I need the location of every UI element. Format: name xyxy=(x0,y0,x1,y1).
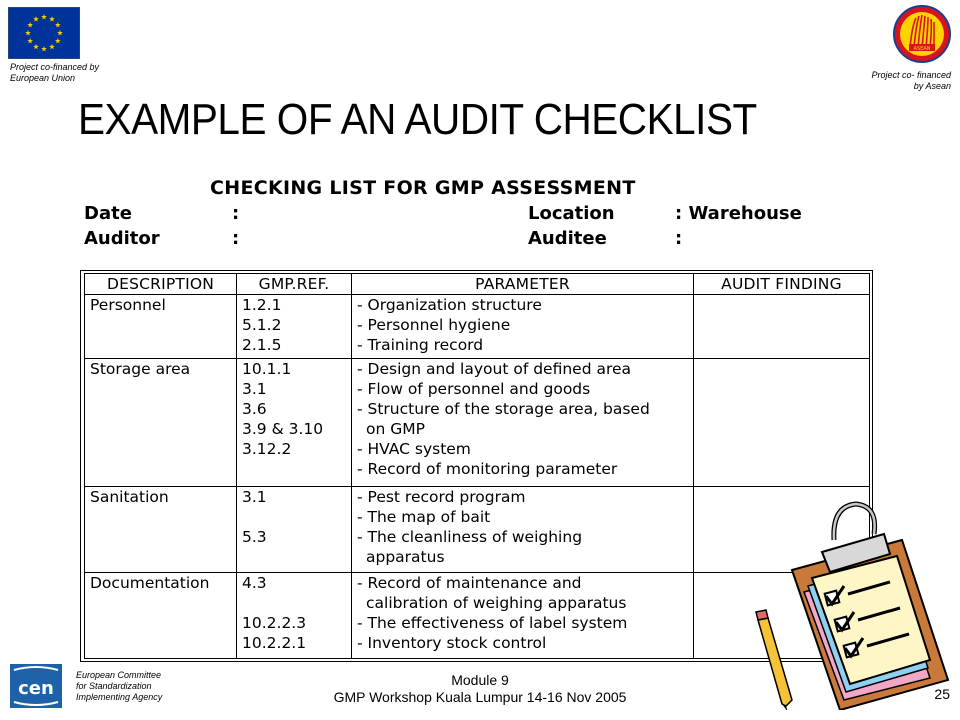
parameter-text: - Inventory stock control xyxy=(357,634,547,652)
parameter-text: - Training record xyxy=(357,336,484,354)
cen-logo xyxy=(10,664,62,708)
parameter-cell xyxy=(352,359,694,487)
parameter-cell xyxy=(352,487,694,573)
page-number: 25 xyxy=(934,686,950,702)
table-header-row xyxy=(85,274,870,295)
auditee-colon: : xyxy=(675,228,683,249)
header-gmp-ref: GMP.REF. xyxy=(237,274,352,295)
parameter-text: on GMP xyxy=(366,420,425,438)
gmp-ref-cell xyxy=(237,573,352,659)
parameter-text: - Flow of personnel and goods xyxy=(357,380,591,398)
checklist-heading: CHECKING LIST FOR GMP ASSESSMENT xyxy=(210,177,636,199)
description-cell xyxy=(85,359,237,487)
parameter-text: - HVAC system xyxy=(357,440,471,458)
parameter-text: calibration of weighing apparatus xyxy=(366,594,627,612)
asean-logo xyxy=(892,4,952,64)
eu-caption-line: Project co-financed by xyxy=(10,62,100,72)
gmp-ref-text: 3.1 xyxy=(242,488,267,506)
gmp-ref-text: 3.12.2 xyxy=(242,440,292,458)
location-label: Location xyxy=(528,203,615,224)
parameter-text: - Structure of the storage area, based xyxy=(357,400,650,418)
eu-flag-logo xyxy=(8,7,80,59)
parameter-text: - Design and layout of defined area xyxy=(357,360,632,378)
slide-title: EXAMPLE OF AN AUDIT CHECKLIST xyxy=(78,95,757,144)
gmp-ref-cell xyxy=(237,487,352,573)
gmp-ref-cell xyxy=(237,295,352,359)
header-description: DESCRIPTION xyxy=(85,274,237,295)
cen-logo-text: cen xyxy=(18,678,54,699)
parameter-text: - The effectiveness of label system xyxy=(357,614,628,632)
gmp-ref-text: 1.2.1 xyxy=(242,296,282,314)
gmp-ref-text: 3.1 xyxy=(242,380,267,398)
parameter-text: - The map of bait xyxy=(357,508,491,526)
description-cell xyxy=(85,487,237,573)
table-row xyxy=(85,295,870,359)
gmp-ref-text: 10.2.2.3 xyxy=(242,614,307,632)
gmp-ref-text: 10.2.2.1 xyxy=(242,634,307,652)
parameter-text: apparatus xyxy=(366,548,445,566)
eu-caption xyxy=(10,62,160,84)
asean-caption xyxy=(811,70,951,92)
parameter-text: - Personnel hygiene xyxy=(357,316,511,334)
gmp-ref-text: 3.9 & 3.10 xyxy=(242,420,324,438)
parameter-text: - Organization structure xyxy=(357,296,542,314)
gmp-ref-text xyxy=(242,593,346,613)
gmp-ref-text: 5.1.2 xyxy=(242,316,282,334)
date-label: Date xyxy=(84,203,132,224)
asean-logo-text: ASEAN xyxy=(913,46,931,52)
parameter-text: - The cleanliness of weighing xyxy=(357,528,583,546)
description-text: Personnel xyxy=(90,296,166,314)
parameter-text: - Record of monitoring parameter xyxy=(357,460,618,478)
footer-workshop: GMP Workshop Kuala Lumpur 14-16 Nov 2005 xyxy=(333,689,627,705)
cen-caption xyxy=(76,670,216,703)
description-cell xyxy=(85,573,237,659)
gmp-ref-cell xyxy=(237,359,352,487)
gmp-ref-text: 3.6 xyxy=(242,400,267,418)
audit-finding-cell[interactable] xyxy=(694,359,870,487)
header-parameter: PARAMETER xyxy=(352,274,694,295)
auditor-label: Auditor xyxy=(84,228,160,249)
asean-caption-line: Project co- financed xyxy=(871,70,951,80)
description-cell xyxy=(85,295,237,359)
parameter-text: - Pest record program xyxy=(357,488,526,506)
cen-caption-line: Implementing Agency xyxy=(76,692,163,702)
gmp-ref-text: 10.1.1 xyxy=(242,360,292,378)
location-value: : Warehouse xyxy=(675,203,802,224)
cen-caption-line: European Committee xyxy=(76,670,162,680)
table-row xyxy=(85,359,870,487)
gmp-ref-text: 2.1.5 xyxy=(242,336,282,354)
description-text: Storage area xyxy=(90,360,191,378)
audit-finding-cell[interactable] xyxy=(694,295,870,359)
parameter-cell xyxy=(352,295,694,359)
date-colon: : xyxy=(232,203,240,224)
asean-caption-line: by Asean xyxy=(913,81,951,91)
gmp-ref-text: 5.3 xyxy=(242,528,267,546)
auditee-label: Auditee xyxy=(528,228,607,249)
parameter-text: - Record of maintenance and xyxy=(357,574,582,592)
cen-caption-line: for Standardization xyxy=(76,681,152,691)
gmp-ref-text xyxy=(242,507,346,527)
description-text: Documentation xyxy=(90,574,210,592)
auditor-colon: : xyxy=(232,228,240,249)
eu-caption-line: European Union xyxy=(10,73,76,83)
footer-module: Module 9 xyxy=(451,672,509,688)
clipboard-checklist-icon xyxy=(752,500,952,710)
header-audit-finding: AUDIT FINDING xyxy=(694,274,870,295)
description-text: Sanitation xyxy=(90,488,169,506)
gmp-ref-text: 4.3 xyxy=(242,574,267,592)
parameter-cell xyxy=(352,573,694,659)
